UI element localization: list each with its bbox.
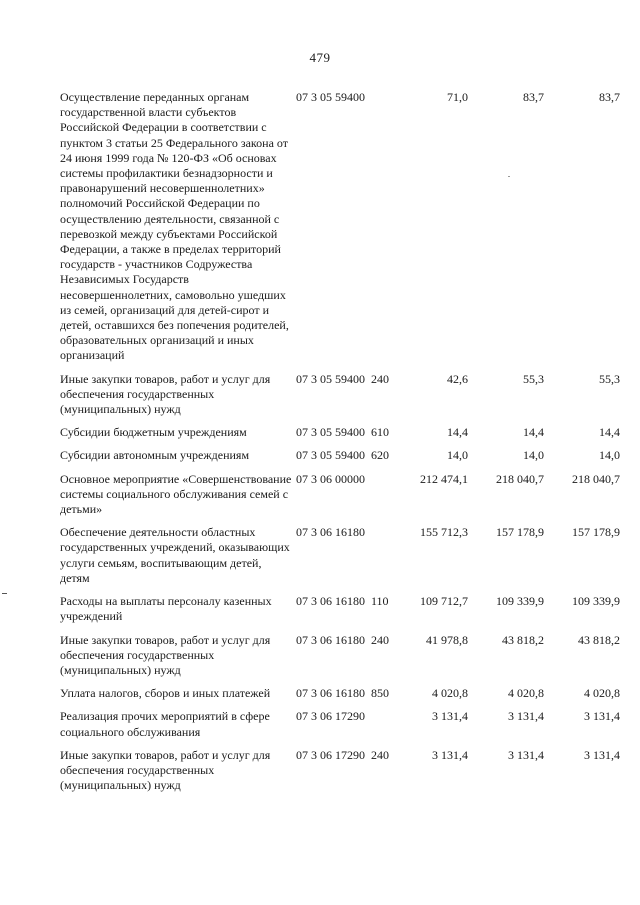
table-row: [60, 448, 620, 463]
row-value-1: 155 712,3: [420, 525, 468, 540]
row-value-1: 42,6: [447, 371, 468, 386]
row-value-2: 55,3: [523, 371, 544, 386]
table-row: [60, 525, 620, 586]
margin-mark: [2, 593, 7, 594]
row-value-1: 212 474,1: [420, 471, 468, 486]
table-row: [60, 90, 620, 364]
row-value-2: 43 818,2: [502, 632, 544, 647]
row-value-2: 3 131,4: [508, 709, 544, 724]
row-name: Основное мероприятие «Совершенствование системы социального обслуживания семей с детьми»: [60, 471, 292, 517]
row-code: 07 3 06 17290: [296, 709, 365, 724]
row-code: 07 3 06 16180 110: [296, 594, 389, 609]
row-value-2: 83,7: [523, 90, 544, 104]
row-value-2: 4 020,8: [508, 686, 544, 701]
row-code: 07 3 05 59400 240: [296, 371, 389, 386]
page-number: 479: [309, 50, 331, 65]
row-name: Реализация прочих мероприятий в сфере социального обслуживания: [60, 709, 270, 739]
row-value-2: 14,0: [523, 448, 544, 463]
row-value-3: 109 339,9: [572, 594, 620, 609]
row-value-1: 41 978,8: [426, 632, 468, 647]
scan-speck: [508, 176, 510, 177]
row-value-2: 3 131,4: [508, 747, 544, 762]
row-name: Иные закупки товаров, работ и услуг для обеспечения государственных (муниципальных) нужд: [60, 371, 271, 417]
row-name: Иные закупки товаров, работ и услуг для обеспечения государственных (муниципальных) нужд: [60, 747, 271, 793]
row-value-1: 14,0: [447, 448, 468, 463]
row-name: Осуществление переданных органам государственной власти субъектов Российской Федерации в соответствии с пунктом 3 статьи 25 Федерального закона от 24 июня 1999 года № 120-ФЗ «Об основах системы профилактики безнадзорности и правонарушений несовершеннолетних» полномочий Российской Федерации по осуществлению деятельности, связанной с перевозкой между субъектами Российской Федерации, а также в пределах территорий государств - участников Содружества Независимых Государств несовершеннолетних, самовольно ушедших из семей, организаций для детей-сирот и детей, оставшихся без попечения родителей, образовательных организаций и иных организаций: [60, 90, 289, 363]
row-name: Субсидии автономным учреждениям: [60, 448, 250, 463]
row-value-2: 157 178,9: [496, 525, 544, 540]
row-value-3: 3 131,4: [584, 709, 620, 724]
row-value-1: 3 131,4: [432, 709, 468, 724]
row-value-2: 14,4: [523, 425, 544, 440]
row-name: Уплата налогов, сборов и иных платежей: [60, 686, 271, 701]
row-value-3: 55,3: [599, 371, 620, 386]
row-value-1: 4 020,8: [432, 686, 468, 701]
row-value-2: 109 339,9: [496, 594, 544, 609]
row-code: 07 3 05 59400 610: [296, 425, 389, 440]
table-row: [60, 372, 620, 418]
row-code: 07 3 06 16180 240: [296, 632, 389, 647]
row-code: 07 3 06 16180 850: [296, 686, 389, 701]
row-code: 07 3 05 59400 620: [296, 448, 389, 463]
row-value-1: 71,0: [447, 90, 468, 104]
row-value-2: 218 040,7: [496, 471, 544, 486]
row-value-3: 43 818,2: [578, 632, 620, 647]
row-name: Расходы на выплаты персоналу казенных учреждений: [60, 594, 272, 624]
table-row: [60, 472, 620, 518]
row-code: 07 3 06 00000: [296, 471, 365, 486]
row-code: 07 3 06 16180: [296, 525, 365, 540]
row-value-3: 3 131,4: [584, 747, 620, 762]
table-row: [60, 633, 620, 679]
table-row: [60, 748, 620, 794]
table-row: [60, 594, 620, 624]
row-value-3: 218 040,7: [572, 471, 620, 486]
row-value-1: 3 131,4: [432, 747, 468, 762]
row-name: Субсидии бюджетным учреждениям: [60, 425, 247, 440]
table-row: [60, 709, 620, 739]
row-value-3: 14,4: [599, 425, 620, 440]
row-name: Иные закупки товаров, работ и услуг для обеспечения государственных (муниципальных) нужд: [60, 632, 271, 677]
row-value-3: 4 020,8: [584, 686, 620, 701]
budget-table: [60, 90, 620, 801]
row-code: 07 3 06 17290 240: [296, 747, 389, 762]
row-value-3: 83,7: [599, 90, 620, 104]
row-value-1: 109 712,7: [420, 594, 468, 609]
row-value-3: 14,0: [599, 448, 620, 463]
row-code: 07 3 05 59400: [296, 90, 365, 104]
row-value-3: 157 178,9: [572, 525, 620, 540]
table-row: [60, 425, 620, 440]
row-name: Обеспечение деятельности областных государственных учреждений, оказывающих услуги семьям, воспитывающим детей, детям: [60, 525, 290, 585]
table-row: [60, 686, 620, 701]
row-value-1: 14,4: [447, 425, 468, 440]
